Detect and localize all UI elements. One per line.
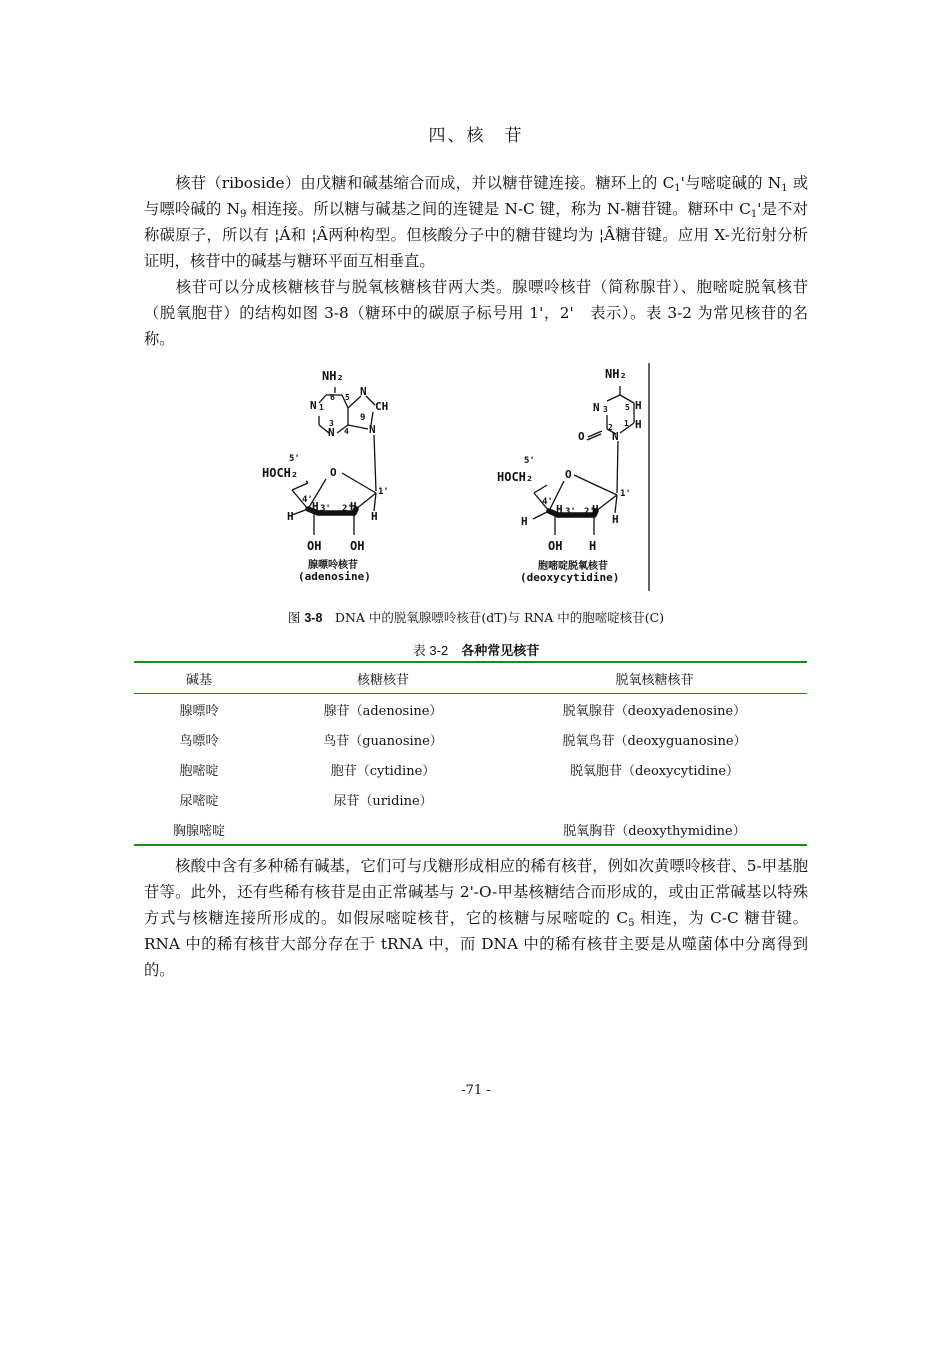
adenosine-oh2: OH <box>350 539 365 553</box>
adenosine-c9: 9 <box>360 413 366 423</box>
deoxycytidine-h2-bottom: H <box>589 539 597 553</box>
table-cell <box>502 784 807 814</box>
table-cell: 脱氧胸苷（deoxythymidine） <box>563 823 746 839</box>
table-cell: 尿苷（uridine） <box>333 793 433 809</box>
deoxycytidine-h5: H <box>635 399 642 412</box>
adenosine-oh3: OH <box>307 539 322 553</box>
table-cell: 尿嘧啶 <box>179 793 219 809</box>
section-title: 四、核 苷 <box>428 126 524 146</box>
paragraph-intro: 核苷（riboside）由戊糖和碱基缩合而成，并以糖苷键连接。糖环上的 $C_1'$与嘧啶碱的 $N_1$ 或与嘌呤碱的 $N_9$ 相连接。所以糖与碱基之间的连键是 N-C 键，称为 N-糖苷键。糖环中 $C_1'$是不对称碳原子，所以有 ¦Á和 ¦Â两种构型。但核酸分子中的糖苷键均为 ¦Â糖苷键。应用 X-光衍射分析证明，核苷中的碱基与糖环平面互相垂直。 核苷可以分成核糖核苷与脱氧核糖核苷两大类。腺嘌呤核苷（简称腺苷）、胞嘧啶脱氧核苷（脱氧胞苷）的结构如图 3-8（糖环中的碳原子标号用 1'，2' 表示）。表 3-2 为常见核苷的名称。 <box>144 174 808 348</box>
table-title: 表 3-2 各种常见核苷 <box>412 643 540 658</box>
deoxycytidine-1prime: 1' <box>620 489 631 499</box>
table-row <box>134 694 807 725</box>
adenosine-3prime: 3' <box>320 504 331 514</box>
adenosine-ch: CH <box>375 400 389 413</box>
deoxycytidine-h1: H <box>612 513 619 526</box>
table-cell: 腺嘌呤 <box>179 703 219 719</box>
deoxycytidine-carbonyl-o: O <box>578 430 585 443</box>
adenosine-n3: N <box>328 426 335 439</box>
deoxycytidine-h3: H <box>556 503 563 516</box>
adenosine-4prime: 4' <box>302 495 313 505</box>
adenosine-5prime: 5' <box>289 454 300 464</box>
table-cell: 鸟苷（guanosine） <box>323 733 443 749</box>
adenosine-label-en: (adenosine) <box>298 570 371 583</box>
deoxycytidine-hoch2: HOCH₂ <box>497 470 534 484</box>
adenosine-c5: 5 <box>345 393 350 402</box>
deoxycytidine-n3-num: 3 <box>603 405 608 414</box>
table-cell: 鸟嘌呤 <box>179 733 219 749</box>
adenosine-c4: 4 <box>344 427 349 436</box>
figure-caption: 图 3-8 DNA 中的脱氧腺嘌呤核苷(dT)与 RNA 中的胞嘧啶核苷(C) <box>287 610 665 625</box>
paragraph-classification: 核苷可以分成核糖核苷与脱氧核糖核苷两大类。腺嘌呤核苷（简称腺苷）、胞嘧啶脱氧核苷（脱氧胞苷）的结构如图 3-8（糖环中的碳原子标号用 1'，2' 表示）。表 3-2 为常见核苷的名称。 <box>144 278 808 348</box>
adenosine-n3-num: 3 <box>329 419 334 428</box>
table-cell: 胞苷（cytidine） <box>330 763 436 779</box>
deoxycytidine-2prime: 2' <box>584 507 595 517</box>
adenosine-ring-o: O <box>330 466 337 479</box>
deoxycytidine-ring-o: O <box>565 468 572 481</box>
adenosine-n7: N <box>360 385 367 398</box>
figure-3-8 <box>262 363 652 591</box>
deoxycytidine-oh3: OH <box>548 539 563 553</box>
deoxycytidine-c2: 2 <box>608 423 613 432</box>
table-cell: 脱氧鸟苷（deoxyguanosine） <box>562 733 747 749</box>
table-cell <box>264 814 502 845</box>
page-number: -71 - <box>461 1083 491 1098</box>
deoxycytidine-n3: N <box>593 401 600 414</box>
nucleoside-table <box>134 661 807 846</box>
table-row <box>134 754 807 784</box>
adenosine-nh2: NH₂ <box>322 369 344 383</box>
adenosine-h2: H <box>350 500 357 513</box>
paragraph-rare-nucleosides: 核酸中含有多种稀有碱基，它们可与戊糖形成相应的稀有核苷，例如次黄嘌呤核苷、5-甲基胞苷等。此外，还有些稀有核苷是由正常碱基与 2'-O-甲基核糖结合而形成的，或由正常碱基以特殊方式与核糖连接所形成的。如假尿嘧啶核苷，它的核糖与尿嘧啶的 $C_5$ 相连，为 C-C 糖苷键。RNA 中的稀有核苷大部分存在于 tRNA 中，而 DNA 中的稀有核苷主要是从噬菌体中分离得到的。 <box>144 857 808 979</box>
adenosine-hoch2: HOCH₂ <box>262 466 299 480</box>
adenosine-1prime: 1' <box>378 487 389 497</box>
header-deoxyribonucleoside: 脱氧核糖核苷 <box>615 672 694 688</box>
deoxycytidine-c1: 1 <box>624 419 629 428</box>
header-base: 碱基 <box>185 672 212 688</box>
deoxycytidine-label-en: (deoxycytidine) <box>520 571 620 584</box>
deoxycytidine-3prime: 3' <box>565 507 576 517</box>
adenosine-n1: N <box>310 399 317 412</box>
deoxycytidine-c5: 5 <box>625 403 630 412</box>
adenosine-h1: H <box>371 510 378 523</box>
table-row <box>134 814 807 845</box>
table-cell: 胸腺嘧啶 <box>172 823 225 839</box>
table-row <box>134 724 807 754</box>
table-row <box>134 784 807 814</box>
table-header-row <box>134 662 807 694</box>
header-ribonucleoside: 核糖核苷 <box>356 672 409 688</box>
adenosine-h3: H <box>312 500 319 513</box>
table-cell: 胞嘧啶 <box>179 763 219 779</box>
table-cell: 脱氧腺苷（deoxyadenosine） <box>562 703 747 719</box>
adenosine-n9: N <box>369 423 376 436</box>
adenosine-2prime: 2' <box>342 504 353 514</box>
adenosine-c6: 6 <box>330 393 335 402</box>
deoxycytidine-h2: H <box>592 503 599 516</box>
adenosine-n1-num: 1 <box>319 403 324 412</box>
table-cell: 腺苷（adenosine） <box>323 703 443 719</box>
adenosine-label-zh: 腺嘌呤核苷 <box>308 560 358 571</box>
deoxycytidine-5prime: 5' <box>524 456 535 466</box>
table-cell: 脱氧胞苷（deoxycytidine） <box>569 763 740 779</box>
deoxycytidine-4prime: 4' <box>542 497 553 507</box>
deoxycytidine-h6: H <box>635 418 642 431</box>
deoxycytidine-nh2: NH₂ <box>605 367 627 381</box>
deoxycytidine-h4: H <box>521 515 528 528</box>
adenosine-h4: H <box>287 510 294 523</box>
deoxycytidine-label-zh: 胞嘧啶脱氧核苷 <box>538 561 608 572</box>
deoxycytidine-n1: N <box>612 430 619 443</box>
